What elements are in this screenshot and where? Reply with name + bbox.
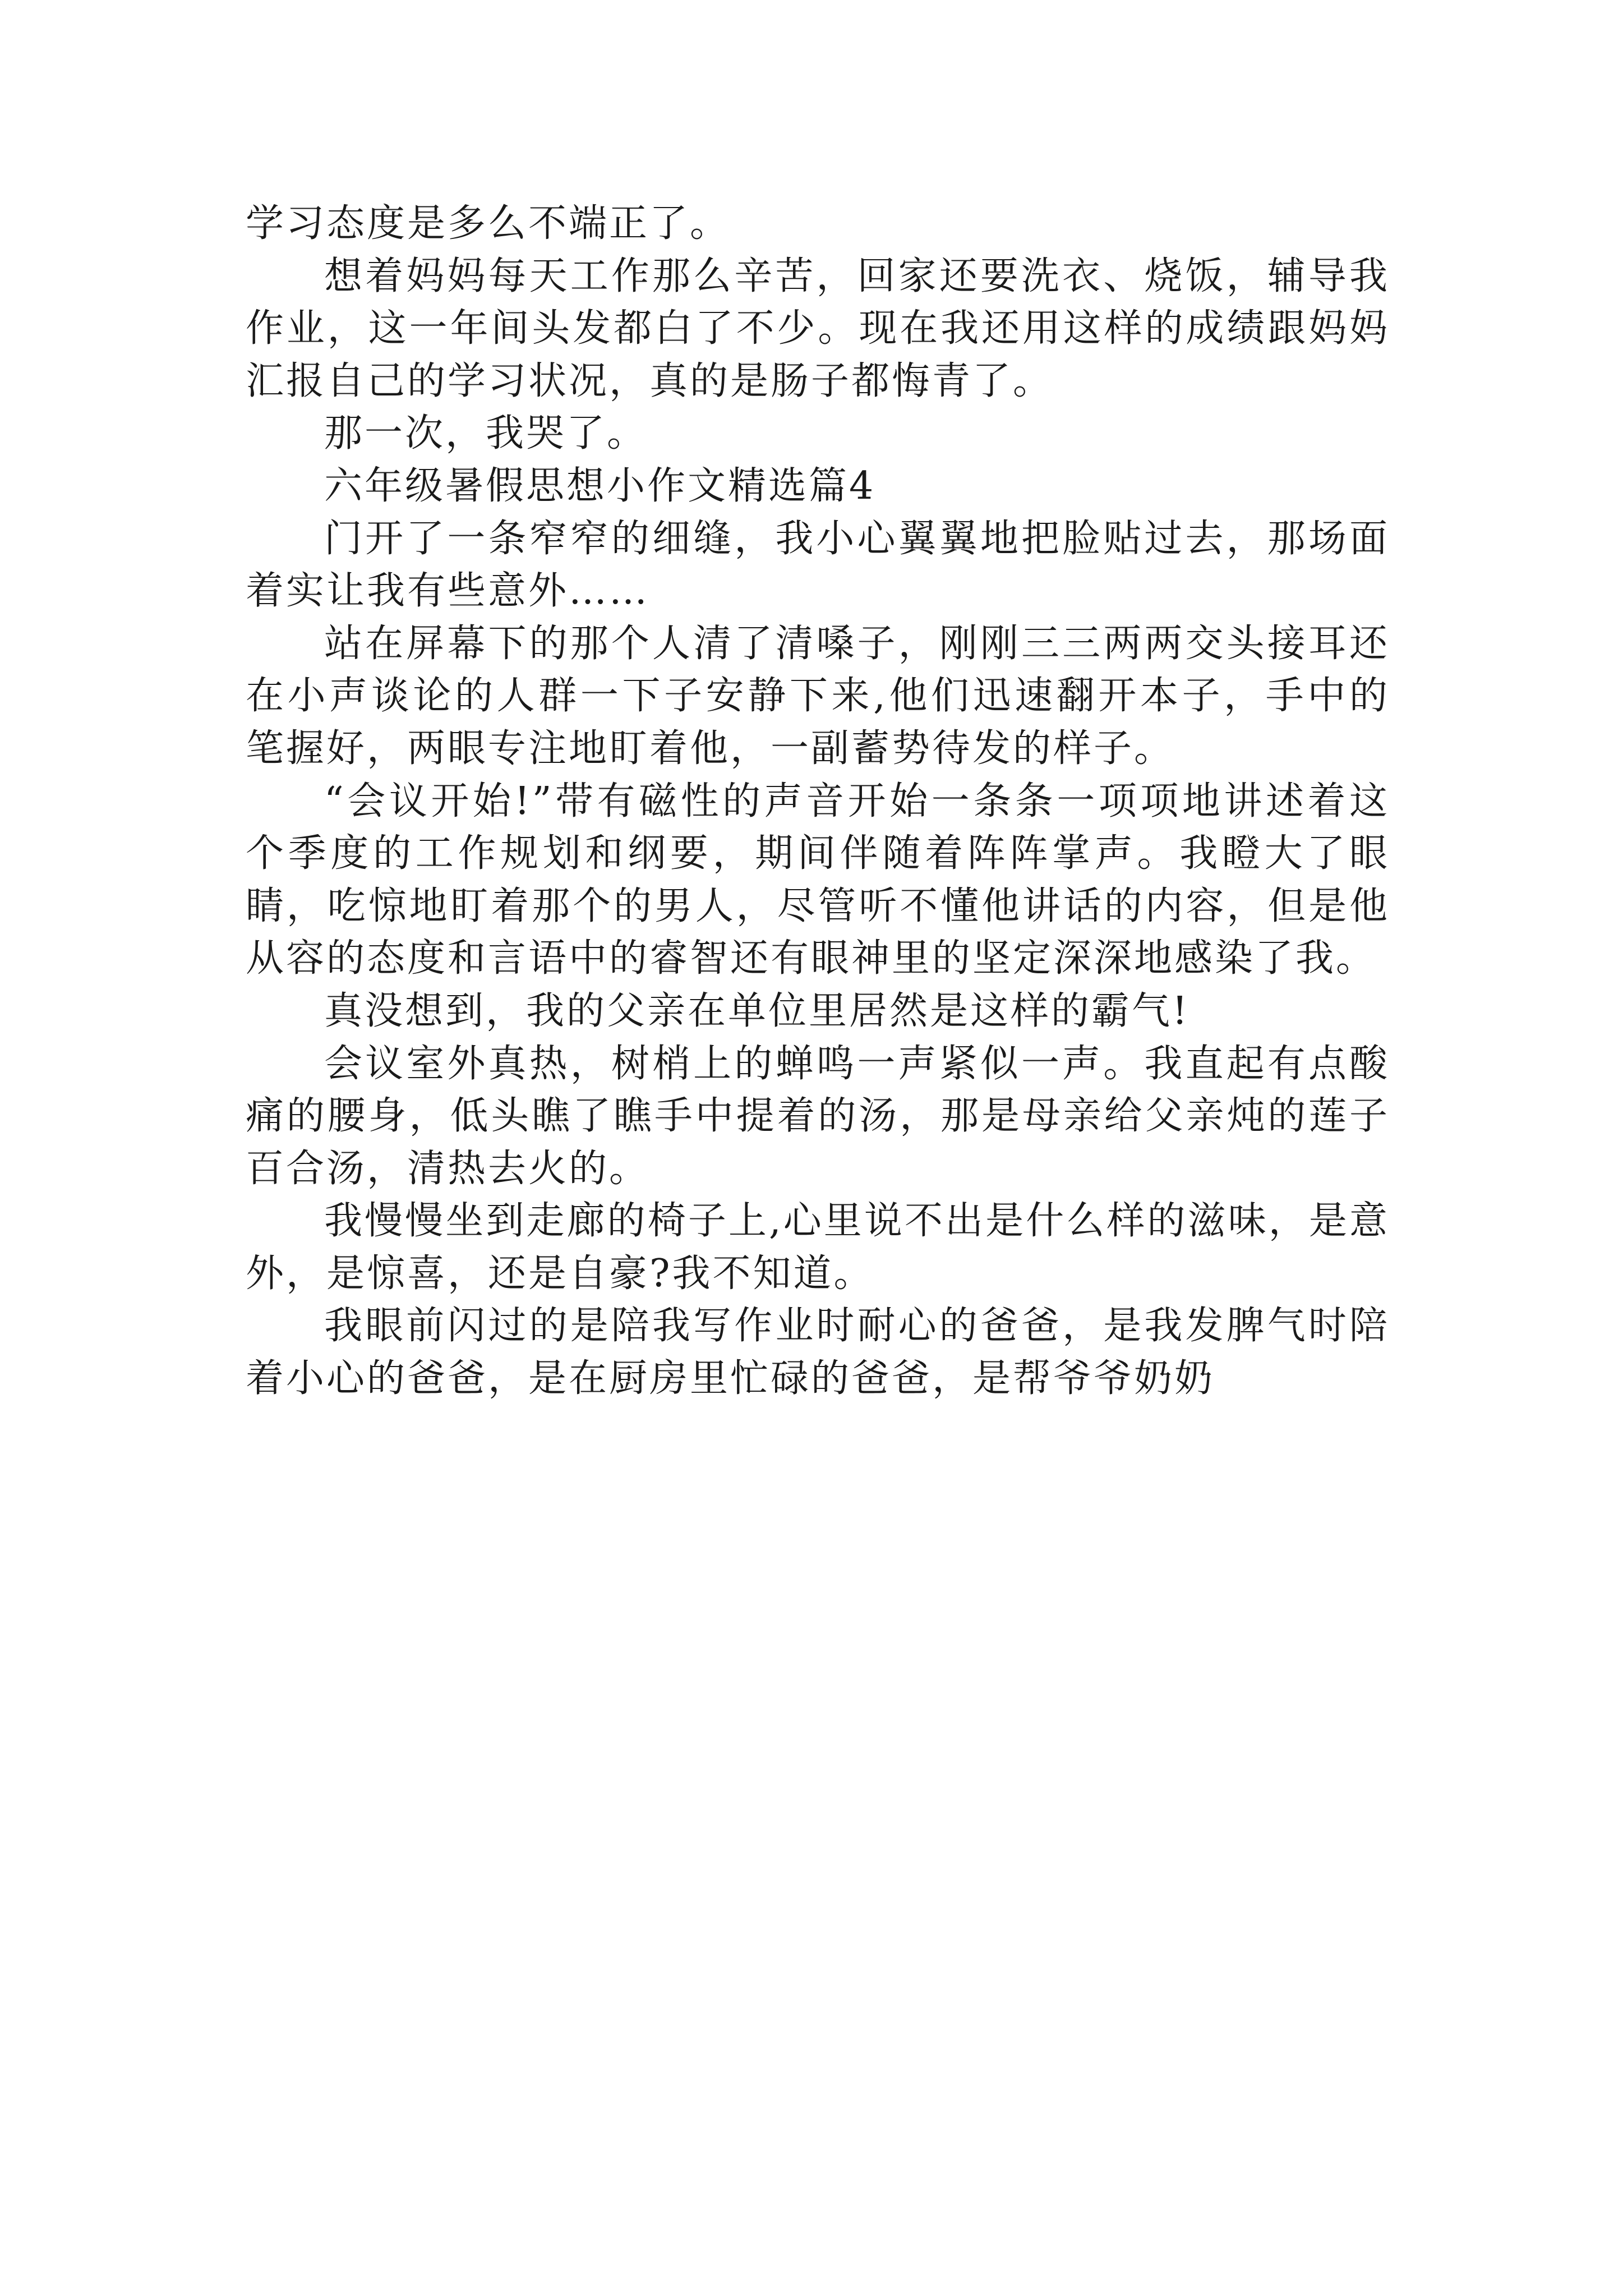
paragraph-continuation: 学习态度是多么不端正了。 [246, 201, 731, 246]
paragraph: 站在屏幕下的那个人清了清嗓子，刚刚三三两两交头接耳还在小声谈论的人群一下子安静下来,他们迅速翻开本子，手中的笔握好，两眼专注地盯着他，一副蓄势待发的样子。 [246, 621, 1390, 771]
paragraph: 会议室外真热，树梢上的蝉鸣一声紧似一声。我直起有点酸痛的腰身，低头瞧了瞧手中提着的汤，那是母亲给父亲炖的莲子百合汤，清热去火的。 [246, 1041, 1390, 1191]
paragraph: 真没想到，我的父亲在单位里居然是这样的霸气! [324, 988, 1190, 1033]
document-body [246, 197, 1390, 1405]
paragraph: 我眼前闪过的是陪我写作业时耐心的爸爸，是我发脾气时陪着小心的爸爸，是在厨房里忙碌的爸爸，是帮爷爷奶奶 [246, 1304, 1390, 1401]
paragraph: 门开了一条窄窄的细缝，我小心翼翼地把脸贴过去，那场面着实让我有些意外…… [246, 516, 1390, 614]
paragraph: 那一次，我哭了。 [324, 411, 648, 456]
section-heading: 六年级暑假思想小作文精选篇4 [324, 463, 876, 508]
paragraph: 想着妈妈每天工作那么辛苦，回家还要洗衣、烧饭，辅导我作业，这一年间头发都白了不少。现在我还用这样的成绩跟妈妈汇报自己的学习状况，真的是肠子都悔青了。 [246, 254, 1390, 403]
paragraph: 我慢慢坐到走廊的椅子上,心里说不出是什么样的滋味，是意外，是惊喜，还是自豪?我不知道。 [246, 1199, 1390, 1296]
paragraph: “会议开始!”带有磁性的声音开始一条条一项项地讲述着这个季度的工作规划和纲要，期间伴随着阵阵掌声。我瞪大了眼睛，吃惊地盯着那个的男人，尽管听不懂他讲话的内容，但是他从容的态度和言语中的睿智还有眼神里的坚定深深地感染了我。 [246, 779, 1390, 981]
